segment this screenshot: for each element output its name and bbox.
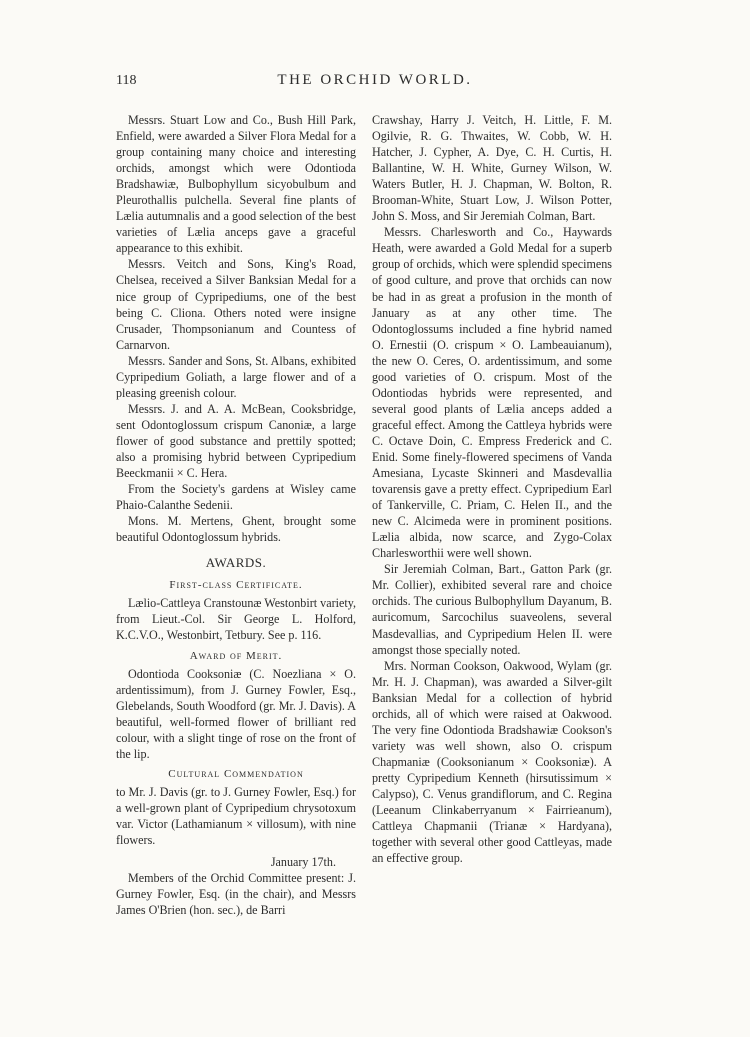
paragraph-veitch: Messrs. Veitch and Sons, King's Road, Chelsea, received a Silver Banksian Medal for a nice group of Cypripediums, one of the best being C. Cliona. Others noted were insigne Crusader, Thompsonianum and Countess of Carnarvon. <box>116 257 356 352</box>
cultural-heading: Cultural Commendation <box>168 767 304 780</box>
paragraph-mertens: Mons. M. Mertens, Ghent, brought some beautiful Odontoglossum hybrids. <box>116 514 356 545</box>
paragraph-cookson: Mrs. Norman Cookson, Oakwood, Wylam (gr. Mr. H. J. Chapman), was awarded a Silver-gilt Banksian Medal for a collection of hybrid orchids, all of which were raised at Oakwood. The very fine Odontioda Bradshawiæ Cookson's variety was well shown, also O. crispum Chapmaniæ (Cooksonianum × Cooksoniæ). A pretty Cypripedium Kenneth (hirsutissimum × Calypso), C. Venus grandiflorum, and C. Regina (Leeanum Clinkaberryanum × Fairrieanum), Cattleya Chapmanii (Trianæ × Hardyana), together with several other good Cattleyas, made an effective group. <box>372 658 612 866</box>
date-heading: January 17th. <box>270 855 336 870</box>
paragraph-mcbean: Messrs. J. and A. A. McBean, Cooksbridge, sent Odontoglossum crispum Canoniæ, a large flower of good substance and prettily spotted; also a promising hybrid between Cypripedium Beeckmanii × C. Hera. <box>116 401 356 481</box>
paragraph-stuart-low: Messrs. Stuart Low and Co., Bush Hill Park, Enfield, were awarded a Silver Flora Medal for a group containing many choice and interesting orchids, amongst which were Odontioda Bradshawiæ, Bulbophyllum sicyobulbum and Pleurothallis pulchella. Several fine plants of Lælia autumnalis and a good selection of the best varieties of Lælia anceps gave a graceful appearance to this exhibit. <box>116 113 356 256</box>
paragraph-wisley: From the Society's gardens at Wisley came Phaio-Calanthe Sedenii. <box>116 482 356 513</box>
page-number: 118 <box>116 73 137 88</box>
members-text: Members of the Orchid Committee present: J. Gurney Fowler, Esq. (in the chair), and Messrs James O'Brien (hon. sec.), de Barri <box>116 871 356 918</box>
first-class-text: Lælio-Cattleya Cranstounæ Westonbirt variety, from Lieut.-Col. Sir George L. Holford, K.C.V.O., Westonbirt, Tetbury. See p. 116. <box>116 596 356 643</box>
paragraph-charlesworth: Messrs. Charlesworth and Co., Haywards Heath, were awarded a Gold Medal for a superb group of orchids, which were splendid specimens of good culture, and prove that orchids can now be had in as great a profusion in the month of January as at any other time. The Odontoglossums included a fine hybrid named O. Ernestii (O. crispum × O. Lambeauianum), the new O. Ceres, O. ardentissimum, and some good varieties of O. crispum. Most of the Odontiodas hybrids were represented, and several good plants of Lælia anceps added a graceful effect. Among the Cattleya hybrids were C. Octave Doin, C. Empress Frederick and C. Enid. Some finely-flowered specimens of Vanda Amesiana, Lycaste Skinneri and Masdevallia tovarensis gave a pretty effect. Cypripedium Earl of Tankerville, C. Priam, C. Helen II., and the new C. Alcimeda were in prominent positions. Lælia albida, now scarce, and Zygo-Colax Charlesworthii were well shown. <box>372 225 612 561</box>
merit-heading: Award of Merit. <box>189 649 283 662</box>
cultural-text: to Mr. J. Davis (gr. to J. Gurney Fowler, Esq.) for a well-grown plant of Cypripedium chrysotoxum var. Victor (Lathamianum × villosum), with nine flowers. <box>116 784 356 848</box>
right-column <box>372 112 612 866</box>
paragraph-committee-names: Crawshay, Harry J. Veitch, H. Little, F. M. Ogilvie, R. G. Thwaites, W. Cobb, W. H. Hatcher, J. Cypher, A. Dye, C. H. Curtis, H. Ballantine, W. H. White, Gurney Wilson, W. Waters Butler, H. J. Chapman, W. Bolton, R. Brooman-White, Stuart Low, J. Wilson Potter, John S. Moss, and Sir Jeremiah Colman, Bart. <box>372 113 612 224</box>
awards-heading: AWARDS. <box>205 555 267 571</box>
running-title: THE ORCHID WORLD. <box>277 72 473 88</box>
first-class-heading: First-class Certificate. <box>169 579 303 592</box>
paragraph-sander: Messrs. Sander and Sons, St. Albans, exhibited Cypripedium Goliath, a large flower and of a pleasing greenish colour. <box>116 353 356 400</box>
left-column <box>116 112 356 918</box>
merit-text: Odontioda Cooksoniæ (C. Noezliana × O. ardentissimum), from J. Gurney Fowler, Esq., Glebelands, South Woodford (gr. Mr. J. Davis). A beautiful, well-formed flower of brilliant red colour, with a slight tinge of rose on the front of the lip. <box>116 666 356 761</box>
paragraph-colman: Sir Jeremiah Colman, Bart., Gatton Park (gr. Mr. Collier), exhibited several rare and choice orchids. The curious Bulbophyllum Dayanum, B. auricomum, Sarcochilus suaveolens, several Masdevallias, and Cypripedium Helen II. were amongst those specially noted. <box>372 562 612 657</box>
